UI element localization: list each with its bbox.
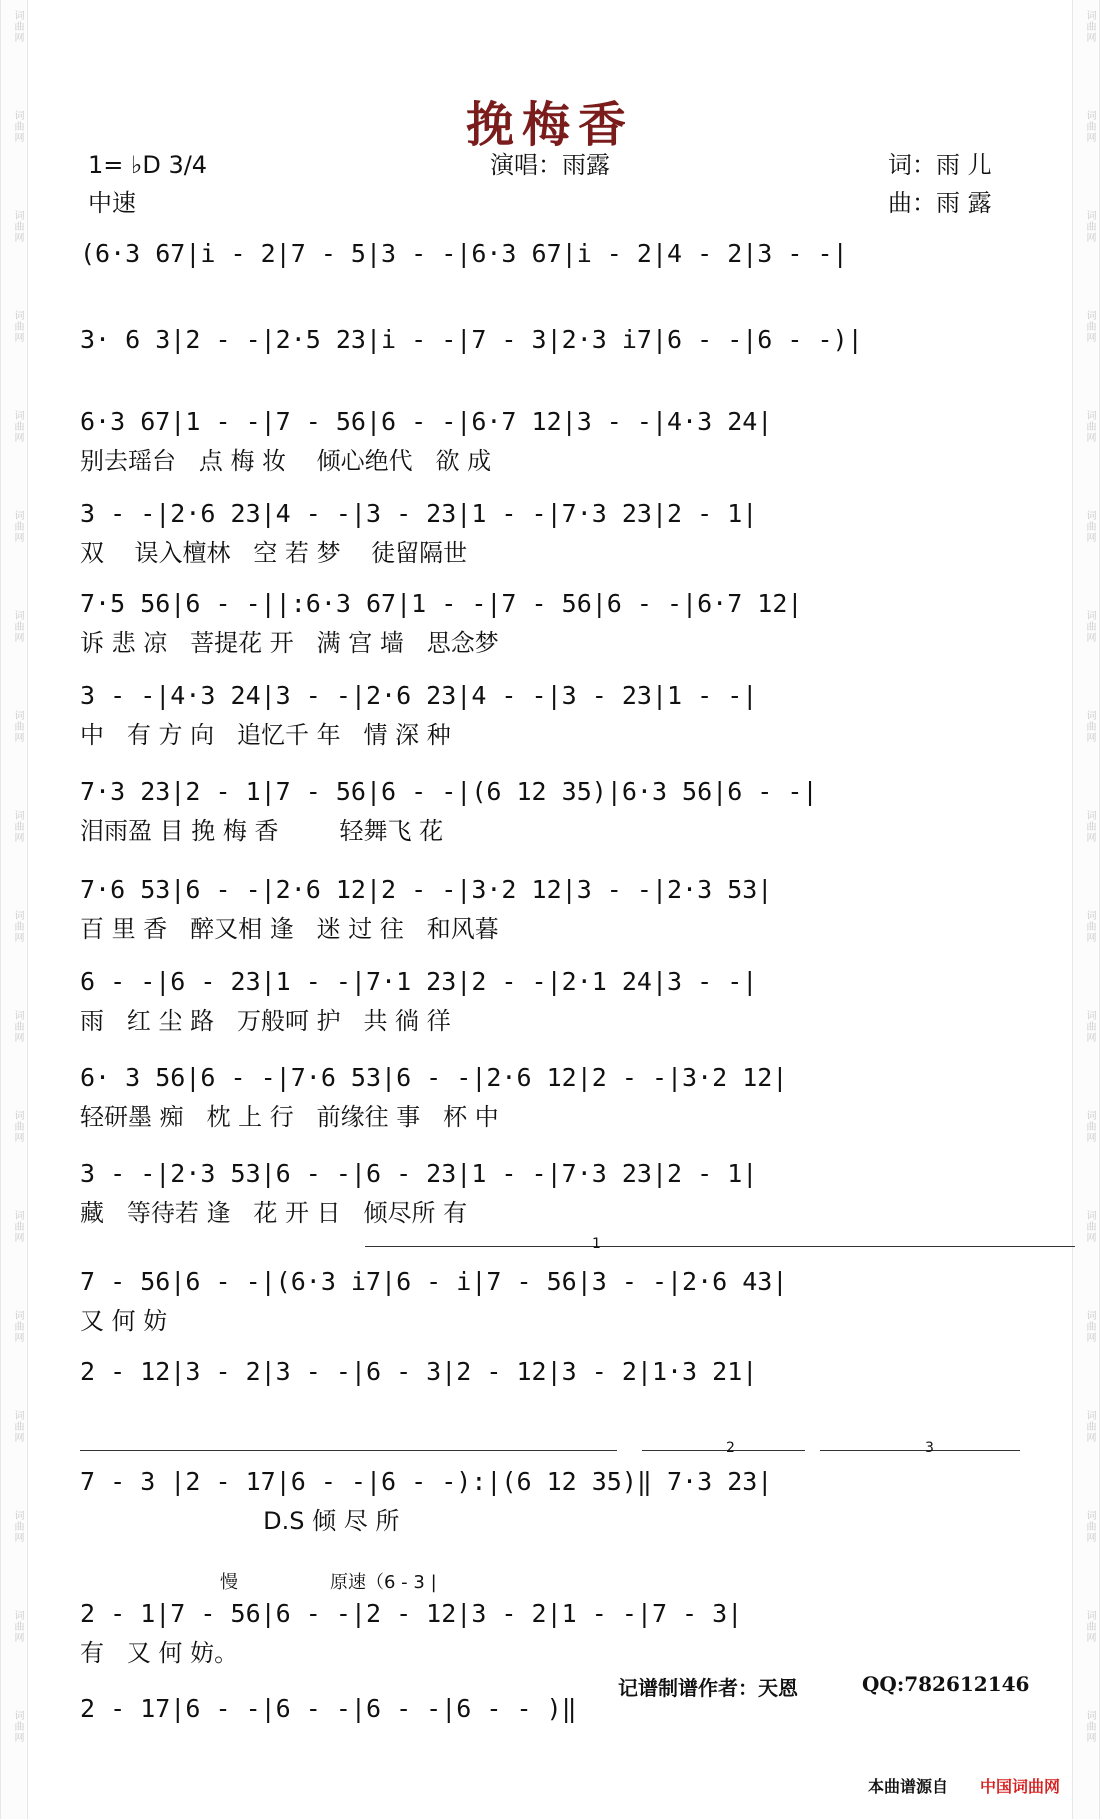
notation-line: (6·3 67|i - 2|7 - 5|3 - -|6·3 67|i - 2|4 - 2|3 - -| [80, 239, 848, 268]
lyric-line: D.S 倾 尽 所 [80, 1507, 400, 1535]
notation-line: 7·3 23|2 - 1|7 - 56|6 - -|(6 12 35)|6·3 56|6 - -| [80, 777, 818, 806]
lyric-line: 双 误入檀林 空 若 梦 徒留隔世 [80, 539, 468, 567]
lyric-line: 泪雨盈 目 挽 梅 香 轻舞飞 花 [80, 817, 444, 845]
notation-line: 3 - -|2·6 23|4 - -|3 - 23|1 - -|7·3 23|2 - 1| [80, 499, 758, 528]
right-watermark-mark: 词曲网 [1084, 1210, 1095, 1243]
right-watermark-mark: 词曲网 [1084, 10, 1095, 43]
lyric-line: 有 又 何 妨。 [80, 1639, 239, 1667]
singer-credit: 演唱：雨露 [490, 151, 610, 179]
notation-line: 6 - -|6 - 23|1 - -|7·1 23|2 - -|2·1 24|3 - -| [80, 967, 758, 996]
left-watermark-mark: 词曲网 [12, 1210, 23, 1243]
right-watermark-mark: 词曲网 [1084, 410, 1095, 443]
left-watermark-mark: 词曲网 [12, 710, 23, 743]
notation-line: 6· 3 56|6 - -|7·6 53|6 - -|2·6 12|2 - -|3·2 12| [80, 1063, 788, 1092]
notation-line: 3· 6 3|2 - -|2·5 23|i - -|7 - 3|2·3 i7|6 - -|6 - -)| [80, 325, 863, 354]
first-ending-bracket-continuation [80, 1450, 617, 1451]
lyric-line: 百 里 香 醉又相 逢 迷 过 往 和风暮 [80, 915, 499, 943]
left-watermark-mark: 词曲网 [12, 1410, 23, 1443]
right-watermark-mark: 词曲网 [1084, 1410, 1095, 1443]
left-margin-strip [0, 0, 28, 1819]
right-watermark-mark: 词曲网 [1084, 1010, 1095, 1043]
left-watermark-mark: 词曲网 [12, 410, 23, 443]
notation-line: 3 - -|2·3 53|6 - -|6 - 23|1 - -|7·3 23|2 - 1| [80, 1159, 758, 1188]
lyric-line: 又 何 妨 [80, 1307, 168, 1335]
notation-line: 2 - 12|3 - 2|3 - -|6 - 3|2 - 12|3 - 2|1·3 21| [80, 1357, 758, 1386]
notation-line: 7 - 56|6 - -|(6·3 i7|6 - i|7 - 56|3 - -|2·6 43| [80, 1267, 788, 1296]
third-ending-number: 3 [925, 1440, 934, 1456]
left-watermark-mark: 词曲网 [12, 1010, 23, 1043]
right-watermark-mark: 词曲网 [1084, 1610, 1095, 1643]
lyric-line: 诉 悲 凉 菩提花 开 满 宫 墙 思念梦 [80, 629, 499, 657]
right-watermark-mark: 词曲网 [1084, 510, 1095, 543]
notation-line: 3 - -|4·3 24|3 - -|2·6 23|4 - -|3 - 23|1 - -| [80, 681, 758, 710]
right-watermark-mark: 词曲网 [1084, 1310, 1095, 1343]
source-label: 本曲谱源自 [868, 1777, 949, 1796]
left-watermark-mark: 词曲网 [12, 110, 23, 143]
second-ending-number: 2 [726, 1440, 735, 1456]
notation-line: 2 - 1|7 - 56|6 - -|2 - 12|3 - 2|1 - -|7 - 3| [80, 1599, 743, 1628]
third-ending-bracket [820, 1450, 1020, 1451]
left-watermark-mark: 词曲网 [12, 1610, 23, 1643]
right-margin-strip [1072, 0, 1100, 1819]
notation-line: 6·3 67|1 - -|7 - 56|6 - -|6·7 12|3 - -|4·3 24| [80, 407, 773, 436]
notation-line: 7 - 3 |2 - 17|6 - -|6 - -):|(6 12 35)‖ 7·3 23| [80, 1467, 773, 1496]
first-ending-bracket [365, 1246, 1075, 1247]
right-watermark-mark: 词曲网 [1084, 1510, 1095, 1543]
qq-contact: QQ:782612146 [862, 1672, 1030, 1696]
lyric-line: 中 有 方 向 追忆千 年 情 深 种 [80, 721, 451, 749]
left-watermark-mark: 词曲网 [12, 910, 23, 943]
right-watermark-mark: 词曲网 [1084, 810, 1095, 843]
left-watermark-mark: 词曲网 [12, 210, 23, 243]
tempo-marking: 中速 [88, 189, 136, 217]
right-watermark-mark: 词曲网 [1084, 910, 1095, 943]
transcriber-credit: 记谱制谱作者：天恩 [618, 1676, 798, 1700]
slow-tempo-mark: 慢 [220, 1572, 238, 1593]
second-ending-bracket [642, 1450, 805, 1451]
left-watermark-mark: 词曲网 [12, 10, 23, 43]
left-watermark-mark: 词曲网 [12, 310, 23, 343]
right-watermark-mark: 词曲网 [1084, 610, 1095, 643]
notation-line: 7·5 56|6 - -||:6·3 67|1 - -|7 - 56|6 - -|6·7 12| [80, 589, 803, 618]
notation-line: 7·6 53|6 - -|2·6 12|2 - -|3·2 12|3 - -|2·3 53| [80, 875, 773, 904]
numbered-score [80, 238, 1020, 1723]
right-watermark-mark: 词曲网 [1084, 710, 1095, 743]
left-watermark-mark: 词曲网 [12, 1710, 23, 1743]
left-watermark-mark: 词曲网 [12, 1110, 23, 1143]
left-watermark-mark: 词曲网 [12, 1510, 23, 1543]
right-watermark-mark: 词曲网 [1084, 1110, 1095, 1143]
first-ending-number: 1 [592, 1236, 601, 1252]
lyric-line: 别去瑶台 点 梅 妆 倾心绝代 欲 成 [80, 447, 492, 475]
song-title: 挽梅香 [465, 97, 634, 153]
left-watermark-mark: 词曲网 [12, 810, 23, 843]
right-watermark-mark: 词曲网 [1084, 310, 1095, 343]
right-watermark-mark: 词曲网 [1084, 210, 1095, 243]
lyric-line: 藏 等待若 逢 花 开 日 倾尽所 有 [80, 1199, 468, 1227]
lyric-line: 雨 红 尘 路 万般呵 护 共 徜 徉 [80, 1007, 451, 1035]
lyricist-credit: 词：雨 儿 [888, 151, 992, 179]
lyric-line: 轻研墨 痴 枕 上 行 前缘往 事 杯 中 [80, 1103, 499, 1131]
original-tempo-mark: 原速（6 - 3 | [330, 1572, 437, 1593]
left-watermark-mark: 词曲网 [12, 610, 23, 643]
left-watermark-mark: 词曲网 [12, 510, 23, 543]
left-watermark-mark: 词曲网 [12, 1310, 23, 1343]
right-watermark-mark: 词曲网 [1084, 1710, 1095, 1743]
key-signature: 1= ♭D 3/4 [88, 151, 208, 179]
right-watermark-mark: 词曲网 [1084, 110, 1095, 143]
composer-credit: 曲：雨 露 [888, 189, 992, 217]
source-site-link[interactable]: 中国词曲网 [980, 1777, 1061, 1796]
notation-line: 2 - 17|6 - -|6 - -|6 - -|6 - - )‖ [80, 1694, 577, 1723]
